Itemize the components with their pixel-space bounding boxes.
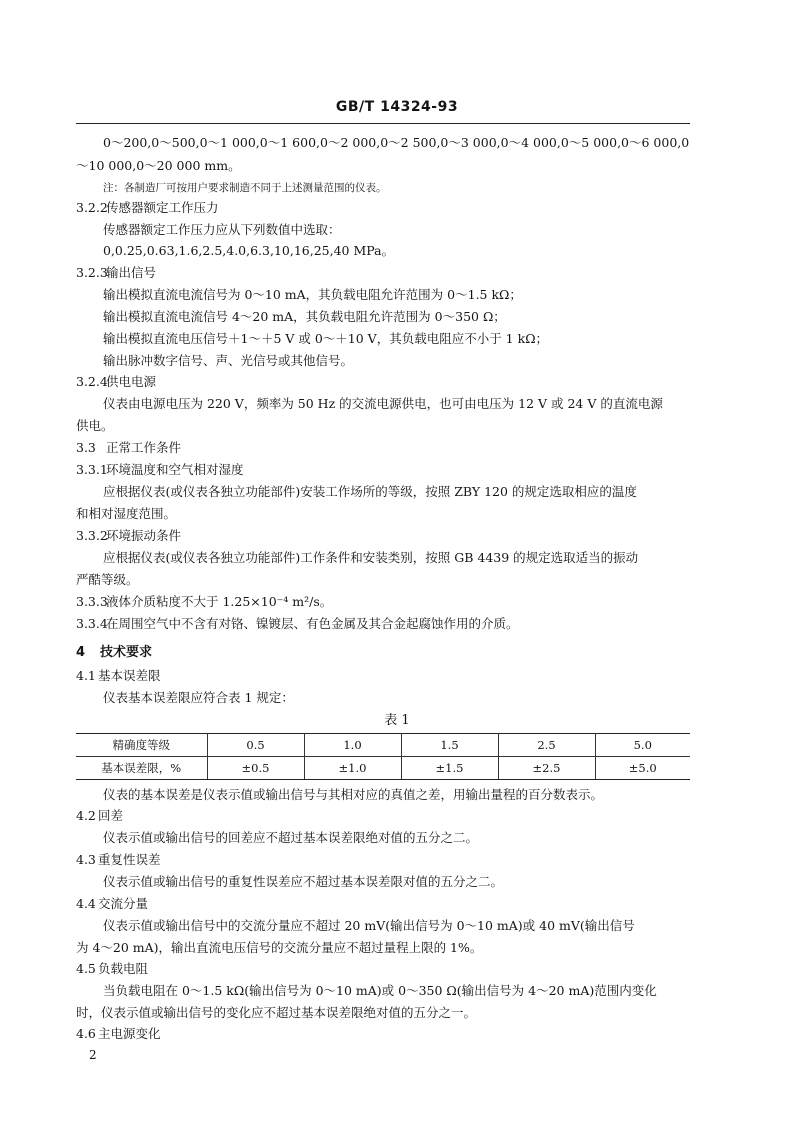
section-3-3-4 bbox=[76, 615, 519, 633]
header-rule bbox=[76, 123, 690, 124]
paragraph-continuation: 和相对湿度范围。 bbox=[76, 506, 177, 521]
paragraph: 输出模拟直流电流信号为 0～10 mA，其负载电阻允许范围为 0～1.5 kΩ； bbox=[103, 287, 522, 302]
table-cell: ±2.5 bbox=[498, 757, 595, 780]
paragraph-continuation: 供电。 bbox=[76, 418, 114, 433]
page-number: 2 bbox=[89, 1048, 97, 1062]
paragraph: 0,0.25,0.63,1.6,2.5,4.0,6.3,10,16,25,40 MPa。 bbox=[103, 243, 395, 258]
table-cell: 1.5 bbox=[401, 734, 498, 757]
paragraph-continuation: 严酷等级。 bbox=[76, 572, 139, 587]
section-4-5-heading bbox=[76, 960, 148, 978]
section-3-3-heading bbox=[76, 439, 181, 457]
section-title: 基本误差限 bbox=[98, 668, 161, 683]
section-3-3-1-heading bbox=[76, 461, 244, 479]
section-number: 3.3.4 bbox=[76, 616, 108, 631]
section-title: 环境振动条件 bbox=[106, 528, 182, 543]
section-number: 4.4 bbox=[76, 896, 96, 911]
chapter-4-heading bbox=[76, 644, 152, 662]
section-3-2-2-heading bbox=[76, 199, 219, 217]
paragraph: 传感器额定工作压力应从下列数值中选取： bbox=[103, 222, 341, 237]
section-3-3-2-heading bbox=[76, 527, 181, 545]
paragraph: 仪表由电源电压为 220 V，频率为 50 Hz 的交流电源供电，也可由电压为 12 V 或 24 V 的直流电源 bbox=[103, 396, 663, 411]
section-4-3-heading bbox=[76, 851, 161, 869]
section-3-3-3 bbox=[76, 593, 332, 611]
paragraph-continuation: 为 4～20 mA)，输出直流电压信号的交流分量应不超过量程上限的 1%。 bbox=[76, 940, 483, 955]
section-3-2-3-heading bbox=[76, 264, 156, 282]
section-4-1-heading bbox=[76, 667, 161, 685]
table-header-cell: 精确度等级 bbox=[76, 734, 207, 757]
section-title: 负载电阻 bbox=[98, 961, 149, 976]
section-title: 交流分量 bbox=[98, 896, 149, 911]
paragraph: 应根据仪表(或仪表各独立功能部件)工作条件和安装类别，按照 GB 4439 的规定选取适当的振动 bbox=[103, 550, 639, 565]
range-list-line-2: ～10 000,0～20 000 mm。 bbox=[76, 158, 241, 173]
section-title: 回差 bbox=[98, 808, 124, 823]
range-list-line-1: 0～200,0～500,0～1 000,0～1 600,0～2 000,0～2 500,0～3 000,0～4 000,0～5 000,0～6 000,0 bbox=[103, 135, 690, 150]
paragraph: 仪表示值或输出信号的回差应不超过基本误差限绝对值的五分之二。 bbox=[103, 830, 479, 845]
table-cell: ±1.0 bbox=[304, 757, 401, 780]
accuracy-table bbox=[76, 733, 690, 780]
section-number: 3.3.2 bbox=[76, 528, 108, 543]
table-cell: ±5.0 bbox=[595, 757, 690, 780]
section-number: 4.6 bbox=[76, 1026, 96, 1041]
paragraph: 仪表示值或输出信号的重复性误差应不超过基本误差限对值的五分之二。 bbox=[103, 874, 504, 889]
paragraph: 应根据仪表(或仪表各独立功能部件)安装工作场所的等级，按照 ZBY 120 的规定选取相应的温度 bbox=[103, 484, 637, 499]
section-number: 4.1 bbox=[76, 668, 96, 683]
section-text: 在周围空气中不含有对铬、镍镀层、有色金属及其合金起腐蚀作用的介质。 bbox=[106, 616, 519, 631]
section-text: 液体介质粘度不大于 1.25×10⁻⁴ m²/s。 bbox=[106, 594, 333, 609]
paragraph: 当负载电阻在 0～1.5 kΩ(输出信号为 0～10 mA)或 0～350 Ω(输出信号为 4～20 mA)范围内变化 bbox=[103, 983, 657, 998]
section-4-4-heading bbox=[76, 895, 148, 913]
section-number: 3.3.3 bbox=[76, 594, 108, 609]
section-3-2-4-heading bbox=[76, 373, 156, 391]
paragraph-continuation: 时，仪表示值或输出信号的变化应不超过基本误差限绝对值的五分之一。 bbox=[76, 1005, 477, 1020]
section-title: 正常工作条件 bbox=[106, 440, 182, 455]
table-cell: ±1.5 bbox=[401, 757, 498, 780]
section-title: 重复性误差 bbox=[98, 852, 161, 867]
section-title: 环境温度和空气相对湿度 bbox=[106, 462, 244, 477]
table-cell: 5.0 bbox=[595, 734, 690, 757]
chapter-number: 4 bbox=[76, 645, 86, 660]
table-cell: 1.0 bbox=[304, 734, 401, 757]
section-number: 3.3 bbox=[76, 440, 96, 455]
table-row bbox=[76, 734, 690, 757]
section-number: 3.2.3 bbox=[76, 265, 108, 280]
table-cell: 2.5 bbox=[498, 734, 595, 757]
section-4-2-heading bbox=[76, 807, 123, 825]
paragraph: 输出脉冲数字信号、声、光信号或其他信号。 bbox=[103, 353, 354, 368]
section-number: 4.2 bbox=[76, 808, 96, 823]
section-number: 4.3 bbox=[76, 852, 96, 867]
chapter-title: 技术要求 bbox=[100, 645, 153, 660]
section-number: 3.3.1 bbox=[76, 462, 108, 477]
section-number: 3.2.4 bbox=[76, 374, 108, 389]
note: 注：各制造厂可按用户要求制造不同于上述测量范围的仪表。 bbox=[103, 182, 387, 194]
paragraph: 仪表的基本误差是仪表示值或输出信号与其相对应的真值之差，用输出量程的百分数表示。 bbox=[103, 787, 604, 802]
section-title: 传感器额定工作压力 bbox=[106, 200, 219, 215]
paragraph: 输出模拟直流电流信号 4～20 mA，其负载电阻允许范围为 0～350 Ω； bbox=[103, 309, 506, 324]
paragraph: 仪表基本误差限应符合表 1 规定： bbox=[103, 690, 294, 705]
section-title: 输出信号 bbox=[106, 265, 157, 280]
table-cell: 0.5 bbox=[207, 734, 304, 757]
section-number: 4.5 bbox=[76, 961, 96, 976]
table-header-cell: 基本误差限，% bbox=[76, 757, 207, 780]
page-header: GB/T 14324-93 bbox=[335, 99, 459, 115]
table-cell: ±0.5 bbox=[207, 757, 304, 780]
section-4-6-heading bbox=[76, 1025, 161, 1043]
table-row bbox=[76, 757, 690, 780]
table-caption: 表 1 bbox=[384, 713, 410, 728]
section-title: 主电源变化 bbox=[98, 1026, 161, 1041]
paragraph: 仪表示值或输出信号中的交流分量应不超过 20 mV(输出信号为 0～10 mA)或 40 mV(输出信号 bbox=[103, 918, 635, 933]
paragraph: 输出模拟直流电压信号＋1～＋5 V 或 0～＋10 V，其负载电阻应不小于 1 kΩ； bbox=[103, 331, 549, 346]
section-title: 供电电源 bbox=[106, 374, 157, 389]
section-number: 3.2.2 bbox=[76, 200, 108, 215]
